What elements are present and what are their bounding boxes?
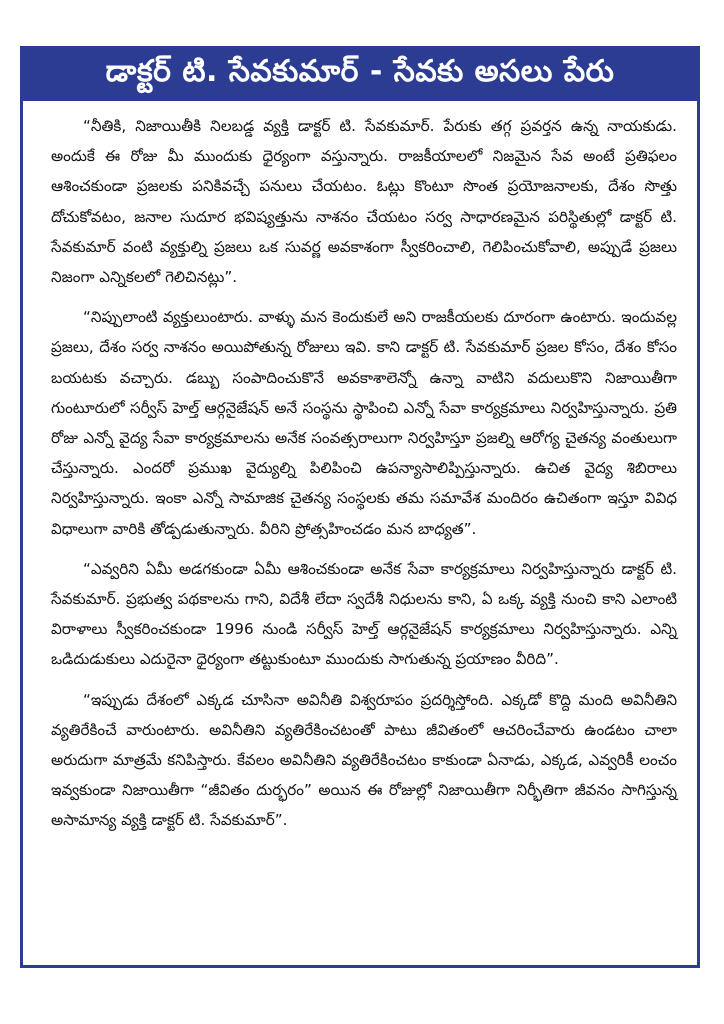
paragraph-4: “ఇప్పుడు దేశంలో ఎక్కడ చూసినా అవినీతి విశ్వరూపం ప్రదర్శిస్తోంది. ఎక్కడో కొద్ది మంది అవినీతిని వ్యతిరేకించే వారుంటారు. అవినీతిని వ్యతిరేకించటంతో పాటు జీవితంలో ఆచరించేవారు ఉండటం చాలా అరుదుగా మాత్రమే కనిపిస్తారు. కేవలం అవినీతిని వ్యతిరేకించటం కాకుండా ఏనాడు, ఎక్కడ, ఎవ్వరికీ లంచం ఇవ్వకుండా నిజాయితీగా “జీవితం దుర్భరం” అయిన ఈ రోజుల్లో నిజాయితీగా నిర్భీతిగా జీవనం సాగిస్తున్న అసామాన్య వ్యక్తి డాక్టర్ టి. సేవకుమార్”.: [51, 690, 677, 830]
article-title: డాక్టర్ టి. సేవకుమార్ - సేవకు అసలు పేరు: [23, 49, 697, 101]
paragraph-1: “నీతికి, నిజాయితీకి నిలబడ్డ వ్యక్తి డాక్టర్ టి. సేవకుమార్. పేరుకు తగ్గ ప్రవర్తన ఉన్న నాయకుడు. అందుకే ఈ రోజు మీ ముందుకు ధైర్యంగా వస్తున్నారు. రాజకీయాలలో నిజమైన సేవ అంటే ప్రతిఫలం ఆశించకుండా ప్రజలకు పనికివచ్చే పనులు చేయటం. ఓట్లు కొంటూ సొంత ప్రయోజనాలకు, దేశం సొత్తు దోచుకోవటం, జనాల సుదూర భవిష్యత్తును నాశనం చేయటం సర్వ సాధారణమైన పరిస్థితుల్లో డాక్టర్ టి. సేవకుమార్ వంటి వ్యక్తుల్ని ప్రజలు ఒక సువర్ణ అవకాశంగా స్వీకరించాలి, గెలిపించుకోవాలి, అప్పుడే ప్రజలు నిజంగా ఎన్నికలలో గెలిచినట్లు”.: [51, 117, 677, 287]
paragraph-2: “నిప్పులాంటి వ్యక్తులుంటారు. వాళ్ళు మన కెందుకులే అని రాజకీయలకు దూరంగా ఉంటారు. ఇందువల్ల ప్రజలు, దేశం సర్వ నాశనం అయిపోతున్న రోజులు ఇవి. కాని డాక్టర్ టి. సేవకుమార్ ప్రజల కోసం, దేశం కోసం బయటకు వచ్చారు. డబ్బు సంపాదించుకొనే అవకాశాలెన్నో ఉన్నా వాటిని వదులుకొని నిజాయితీగా గుంటూరులో సర్వీస్ హెల్త్ ఆర్గనైజేషన్ అనే సంస్థను స్థాపించి ఎన్నో సేవా కార్యక్రమాలు నిర్వహిస్తున్నారు. ప్రతి రోజు ఎన్నో వైద్య సేవా కార్యక్రమాలను అనేక సంవత్సరాలుగా నిర్వహిస్తూ ప్రజల్ని ఆరోగ్య చైతన్య వంతులుగా చేస్తున్నారు. ఎందరో ప్రముఖ వైద్యుల్ని పిలిపించి ఉపన్యాసాలిప్పిస్తున్నారు. ఉచిత వైద్య శిబిరాలు నిర్వహిస్తున్నారు. ఇంకా ఎన్నో సామాజిక చైతన్య సంస్థలకు తమ సమావేశ మందిరం ఉచితంగా ఇస్తూ వివిధ విధాలుగా వారికి తోడ్పడుతున్నారు. వీరిని ప్రోత్సహించడం మన బాధ్యత”.: [51, 308, 677, 538]
paragraph-3: “ఎవ్వరిని ఏమీ అడగకుండా ఏమీ ఆశించకుండా అనేక సేవా కార్యక్రమాలు నిర్వహిస్తున్నారు డాక్టర్ టి. సేవకుమార్. ప్రభుత్వ పథకాలను గాని, విదేశీ లేదా స్వదేశీ నిధులను కాని, ఏ ఒక్క వ్యక్తి నుంచి కాని ఎలాంటి విరాళాలు స్వీకరించకుండా 1996 నుండి సర్వీస్ హెల్త్ ఆర్గనైజేషన్ కార్యక్రమాలు నిర్వహిస్తున్నారు. ఎన్ని ఒడిదుడుకులు ఎదురైనా ధైర్యంగా తట్టుకుంటూ ముందుకు సాగుతున్న ప్రయాణం వీరిది”.: [51, 559, 677, 669]
article-frame: [20, 46, 700, 968]
article-body: [51, 111, 677, 955]
